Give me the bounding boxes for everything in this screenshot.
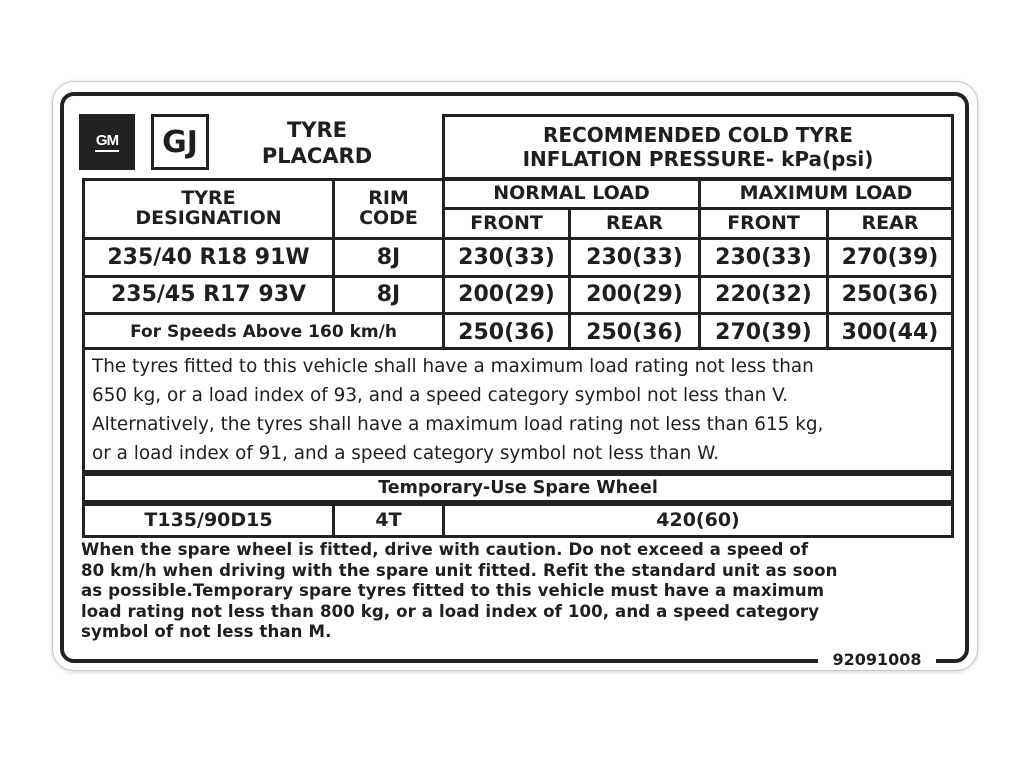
col-tyre-designation	[85, 180, 332, 237]
spare-note-line: When the spare wheel is fitted, drive with caution. Do not exceed a speed of	[81, 540, 809, 559]
table-row-1-max-rear: 270(39)	[841, 244, 939, 270]
spare-note-line: 80 km/h when driving with the spare unit fitted. Refit the standard unit as soon	[81, 560, 838, 580]
table-row-2-max-rear: 250(36)	[841, 282, 939, 308]
col-rim-code-line2: CODE	[359, 206, 418, 229]
col-maximum-load: MAXIMUM LOAD	[739, 181, 913, 204]
table-row-1-max-front: 230(33)	[715, 244, 812, 270]
high-speed-max-rear: 300(44)	[841, 319, 939, 345]
col-tyre-designation-line2: DESIGNATION	[135, 206, 282, 229]
table-row-2-max-front: 220(32)	[715, 282, 812, 308]
load-note-line: 650 kg, or a load index of 93, and a speed category symbol not less than V.	[92, 385, 789, 406]
col-tyre-designation-line1: TYRE	[181, 186, 236, 209]
high-speed-label: For Speeds Above 160 km/h	[130, 321, 397, 342]
table-row-2-designation: 235/45 R17 93V	[110, 282, 307, 308]
high-speed-normal-front: 250(36)	[458, 319, 555, 345]
load-note-line: The tyres fitted to this vehicle shall have a maximum load rating not less than	[92, 356, 814, 377]
table-row-2-normal-front: 200(29)	[458, 282, 555, 308]
table-row-1-designation: 235/40 R18 91W	[107, 244, 310, 270]
load-note	[92, 352, 952, 468]
table-row-1-normal-front: 230(33)	[458, 244, 555, 270]
spare-pressure: 420(60)	[656, 508, 740, 531]
col-max-front: FRONT	[727, 211, 800, 234]
table-row-1-normal-rear: 230(33)	[586, 244, 683, 270]
part-number: 92091008	[818, 648, 936, 670]
load-note-line: Alternatively, the tyres shall have a maximum load rating not less than 615 kg,	[92, 414, 824, 435]
placard-title-line2: PLACARD	[261, 144, 373, 168]
high-speed-max-front: 270(39)	[715, 319, 812, 345]
table-row-2-rim: 8J	[376, 282, 401, 308]
placard-title	[232, 108, 402, 178]
spare-designation: T135/90D15	[144, 508, 273, 531]
pressure-header-line2: INFLATION PRESSURE- kPa(psi)	[522, 147, 874, 171]
spare-rim: 4T	[375, 508, 402, 531]
col-normal-rear: REAR	[606, 211, 663, 234]
col-rim-code	[335, 180, 442, 237]
load-note-line: or a load index of 91, and a speed category symbol not less than W.	[92, 443, 720, 464]
table-row-1-rim: 8J	[376, 244, 401, 270]
spare-note	[81, 540, 961, 643]
placard-title-line1: TYRE	[286, 117, 348, 142]
pressure-header-line1: RECOMMENDED COLD TYRE	[543, 122, 853, 147]
pressure-header	[445, 116, 951, 178]
col-rim-code-line1: RIM	[368, 186, 409, 209]
spare-note-line: symbol of not less than M.	[81, 622, 332, 641]
col-max-rear: REAR	[861, 211, 919, 234]
model-code-badge: GJ	[151, 114, 209, 170]
spare-title: Temporary-Use Spare Wheel	[378, 477, 658, 498]
col-normal-front: FRONT	[470, 211, 543, 234]
col-normal-load: NORMAL LOAD	[493, 181, 650, 204]
high-speed-normal-rear: 250(36)	[586, 319, 683, 345]
spare-note-line: as possible.Temporary spare tyres fitted to this vehicle must have a maximum	[81, 581, 825, 600]
gm-logo: GM	[79, 114, 135, 170]
spare-note-line: load rating not less than 800 kg, or a load index of 100, and a speed category	[81, 601, 820, 621]
table-row-2-normal-rear: 200(29)	[586, 282, 683, 308]
